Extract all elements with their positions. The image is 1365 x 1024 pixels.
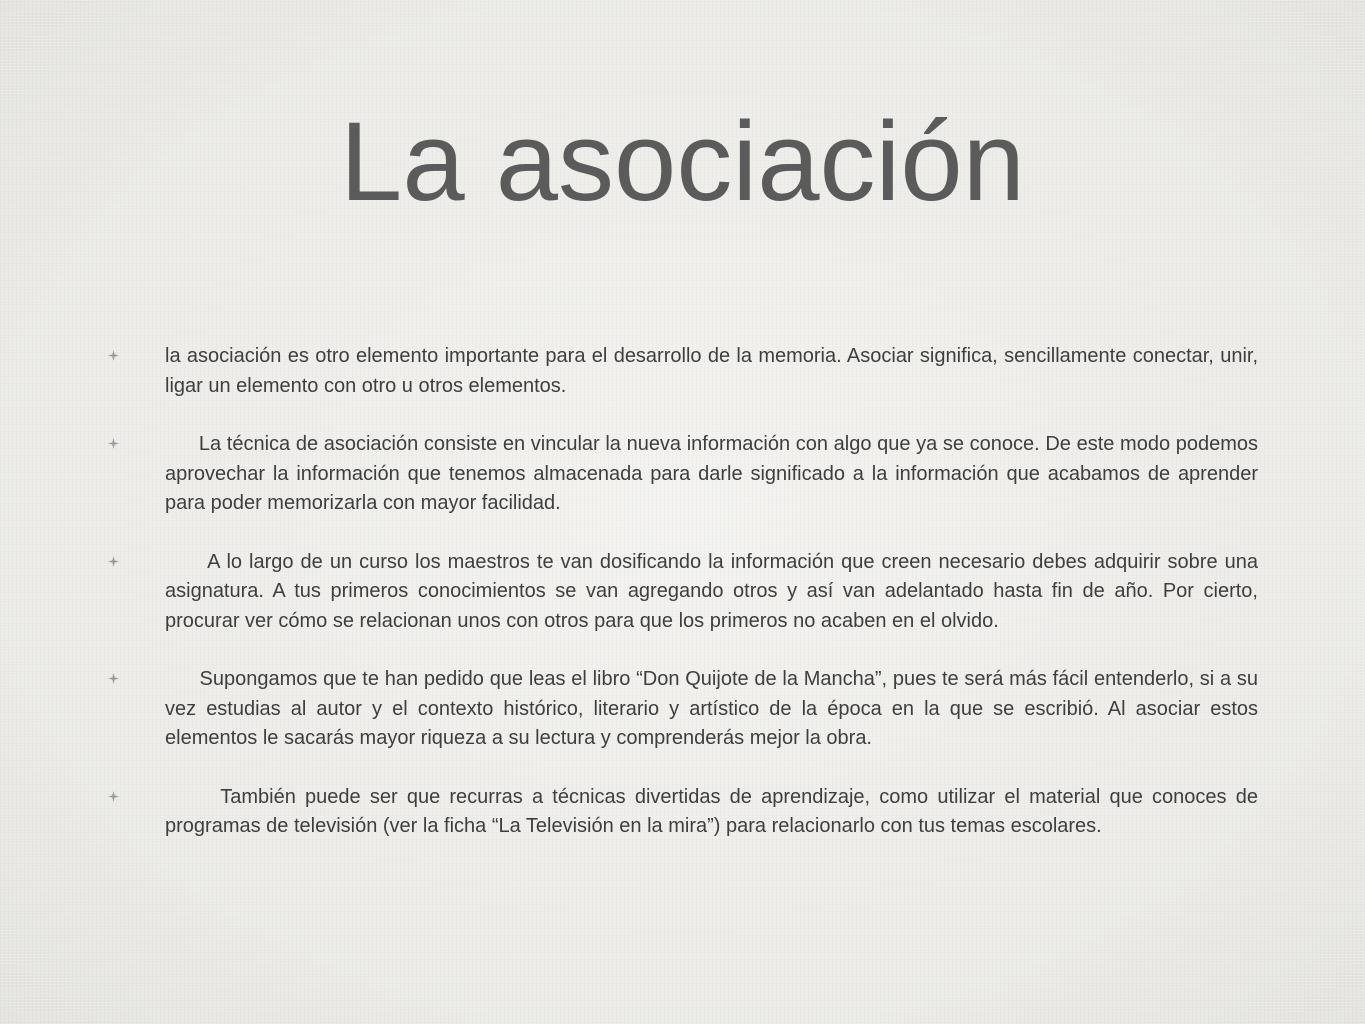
bullet-item — [108, 665, 1258, 754]
bullet-item — [108, 783, 1258, 842]
bullet-item — [108, 342, 1258, 401]
four-point-star-icon — [108, 556, 120, 568]
four-point-star-icon — [108, 791, 120, 803]
four-point-star-icon — [108, 673, 120, 685]
bullet-text: Supongamos que te han pedido que leas el libro “Don Quijote de la Mancha”, pues te será más fácil entenderlo, si a su vez estudias al autor y el contexto histórico, literario y artístico de la época en la que se escribió. Al asociar estos elementos le sacarás mayor riqueza a su lectura y comprenderás mejor la obra. — [165, 668, 1258, 749]
bullet-list — [108, 342, 1258, 871]
bullet-text: También puede ser que recurras a técnicas divertidas de aprendizaje, como utilizar el material que conoces de programas de televisión (ver la ficha “La Televisión en la mira”) para relacionarlo con tus temas escolares. — [165, 785, 1258, 837]
bullet-item — [108, 548, 1258, 637]
bullet-text: La técnica de asociación consiste en vincular la nueva información con algo que ya se conoce. De este modo podemos aprovechar la información que tenemos almacenada para darle significado a la información que acabamos de aprender para poder memorizarla con mayor facilidad. — [165, 433, 1258, 514]
bullet-item — [108, 430, 1258, 519]
four-point-star-icon — [108, 438, 120, 450]
four-point-star-icon — [108, 350, 120, 362]
bullet-text: A lo largo de un curso los maestros te van dosificando la información que creen necesario debes adquirir sobre una asignatura. A tus primeros conocimientos se van agregando otros y así van adelantado hasta fin de año. Por cierto, procurar ver cómo se relacionan unos con otros para que los primeros no acaben en el olvido. — [165, 550, 1258, 632]
bullet-text: la asociación es otro elemento importante para el desarrollo de la memoria. Asociar significa, sencillamente conectar, unir, ligar un elemento con otro u otros elementos. — [165, 345, 1258, 397]
slide-title: La asociación — [340, 99, 1025, 224]
